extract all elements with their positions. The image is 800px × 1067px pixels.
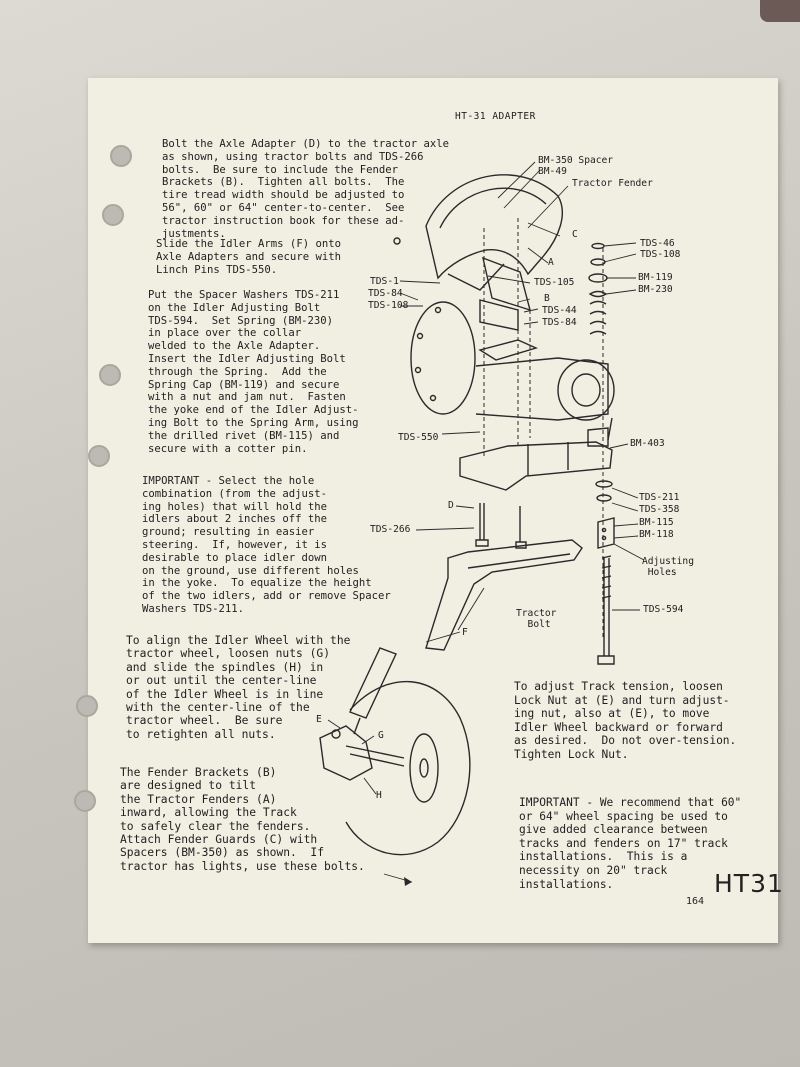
label-tds84-right: TDS-84: [542, 317, 577, 328]
label-tractor-fender: Tractor Fender: [572, 178, 653, 189]
instruction-axle-adapter: Bolt the Axle Adapter (D) to the tractor axle as shown, using tractor bolts and TDS-266 bolts. Be sure to include the Fender Brackets (B). Tighten all bolts. The tire tread width should be adjusted to 56", 60" or 64" center-to-center. See tractor instruction book for these ad- justments.: [162, 138, 450, 240]
axle-hub: [558, 360, 614, 420]
label-tds550: TDS-550: [398, 432, 439, 443]
label-bm49: BM-49: [538, 166, 567, 177]
page-number: 164: [686, 896, 705, 907]
label-adjusting-holes: Adjusting Holes: [642, 556, 694, 578]
label-g: G: [378, 730, 384, 741]
label-c: C: [572, 229, 578, 240]
handwritten-page-code: HT31: [714, 869, 784, 898]
idler-adjusting-tube: [350, 648, 396, 718]
label-bm118: BM-118: [639, 529, 674, 540]
background-object: [760, 0, 800, 22]
label-a: A: [548, 257, 554, 268]
label-tds211: TDS-211: [639, 492, 680, 503]
label-bm119: BM-119: [638, 272, 673, 283]
label-tds84-left: TDS-84: [368, 288, 403, 299]
label-e: E: [316, 714, 322, 725]
label-h: H: [376, 790, 382, 801]
label-b: B: [544, 293, 550, 304]
spindle-bracket: [320, 726, 372, 780]
label-tds108-right: TDS-108: [640, 249, 681, 260]
label-f: F: [462, 627, 468, 638]
label-tds266: TDS-266: [370, 524, 411, 535]
instruction-track-tension: To adjust Track tension, loosen Lock Nut at (E) and turn adjust- ing nut, also at (E), to move Idler Wheel backward or forward as desired. Do not over-tension. Tighten Lock Nut.: [514, 680, 737, 761]
label-tds46: TDS-46: [640, 238, 675, 249]
label-tds108-left: TDS-108: [368, 300, 409, 311]
instruction-fender-brackets: The Fender Brackets (B) are designed to tilt the Tractor Fenders (A) inward, allowing the Track to safely clear the fenders. Attach Fender Guards (C) with Spacers (BM-350) as shown. If tractor has lights, use these bolts.: [120, 766, 365, 873]
fender-inner-line: [440, 188, 546, 228]
manual-page: [88, 78, 784, 943]
axle-housing: [476, 358, 608, 420]
instruction-idler-arms: Slide the Idler Arms (F) onto Axle Adapters and secure with Linch Pins TDS-550.: [156, 238, 341, 276]
spring-stack: [588, 244, 614, 665]
bolt-head: [394, 238, 400, 244]
label-tds44: TDS-44: [542, 305, 577, 316]
instruction-important-spacing: IMPORTANT - We recommend that 60" or 64" wheel spacing be used to give added clearance between tracks and fenders on 17" track installations. This is a necessity on 20" track installations.: [519, 796, 742, 891]
label-d: D: [448, 500, 454, 511]
adapter-top: [480, 340, 536, 360]
page-header: HT-31 ADAPTER: [455, 111, 536, 122]
label-tds594: TDS-594: [643, 604, 684, 615]
label-tds105: TDS-105: [534, 277, 575, 288]
tractor-axle-flange: [411, 302, 475, 414]
label-bm230: BM-230: [638, 284, 673, 295]
label-tds358: TDS-358: [639, 504, 680, 515]
label-bm350: BM-350 Spacer: [538, 155, 614, 166]
axle-adapter-d: [460, 442, 612, 490]
instruction-spacer-washers: Put the Spacer Washers TDS-211 on the Idler Adjusting Bolt TDS-594. Set Spring (BM-230) in place over the collar welded to the Axle Adapter. Insert the Idler Adjusting Bolt through the Spring. Add the Spring Cap (BM-119) and secure with a nut and jam nut. Fasten the yoke end of the Idler Adjust- ing Bolt to the Spring Arm, using the drilled rivet (BM-115) and secure with a cotter pin.: [148, 289, 359, 455]
label-tds1: TDS-1: [370, 276, 399, 287]
instruction-align-idler: To align the Idler Wheel with the tractor wheel, loosen nuts (G) and slide the spindles (H) in or out until the center-line of the Idler Wheel is in line with the center-line of the tractor wheel. Be sure to retighten all nuts.: [126, 634, 351, 741]
label-tractor-bolt: Tractor Bolt: [516, 608, 557, 630]
idler-wheel: [346, 682, 470, 855]
idler-arm-f: [426, 540, 582, 650]
spindle-h: [346, 746, 404, 766]
label-bm403: BM-403: [630, 438, 665, 449]
label-bm115: BM-115: [639, 517, 674, 528]
instruction-important-holes: IMPORTANT - Select the hole combination (from the adjust- ing holes) that will hold the idlers about 2 inches off the ground; resulting in easier steering. If, however, it is desirable to place idler down on the ground, use different holes in the yoke. To equalize the height of the two idlers, add or remove Spacer Washers TDS-211.: [142, 475, 391, 615]
